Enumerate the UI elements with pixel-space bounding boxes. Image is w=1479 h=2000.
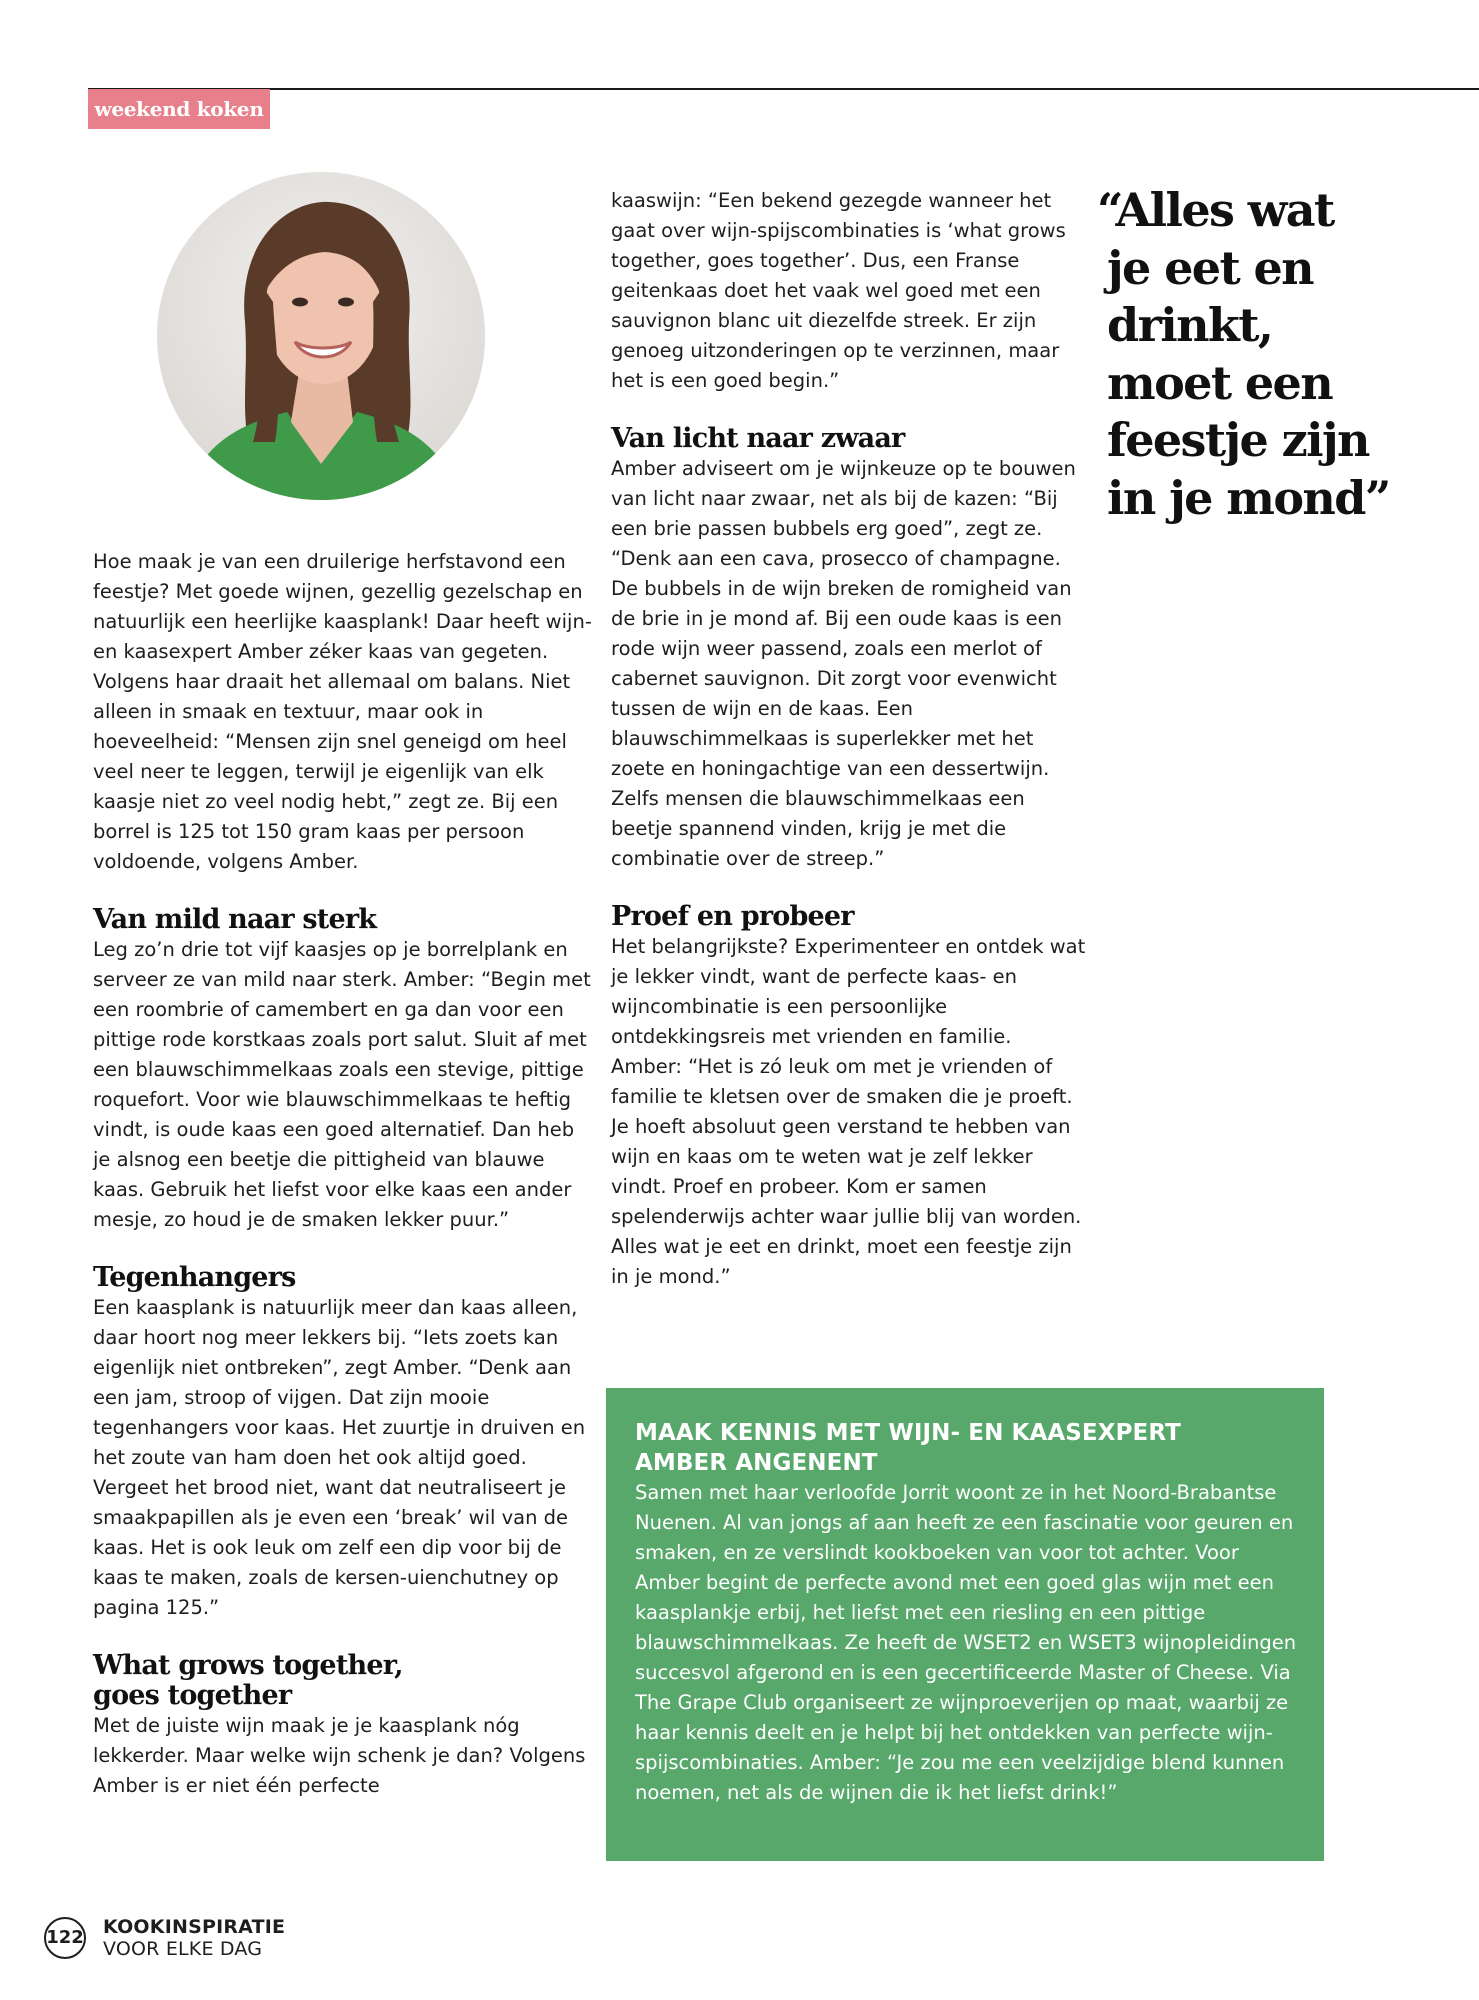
pull-quote-line: drinkt, bbox=[1107, 298, 1273, 352]
footer-line-1: KOOKINSPIRATIE bbox=[103, 1916, 286, 1938]
pull-quote-line: moet een bbox=[1107, 355, 1333, 410]
paragraph-tegenhangers: Een kaasplank is natuurlijk meer dan kaas alleen, daar hoort nog meer lekkers bij. “Iets zoets kan eigenlijk niet ontbreken”, zegt Amber. “Denk aan een jam, stroop of vijgen. Dat zijn mooie tegenhangers voor kaas. Het zuurtje in druiven en het zoute van ham doen het ook altijd goed. Vergeet het brood niet, want dat neutraliseert je smaakpapillen als je even een ‘break’ wil van de kaas. Het is ook leuk om zelf een dip voor bij de kaas te maken, zoals de kersen-uienchutney op pagina 125.” bbox=[93, 1296, 586, 1619]
paragraph-proef-en-probeer: Het belangrijkste? Experimenteer en ontdek wat je lekker vindt, want de perfecte kaas- en wijncombinatie is een persoonlijke ontdekkingsreis met vrienden en familie. Amber: “Het is zó leuk om met je vrienden of familie te kletsen over de smaken die je proeft. Je hoeft absoluut geen verstand te hebben van wijn en kaas om te weten wat je zelf lekker vindt. Proef en probeer. Kom er samen spelenderwijs achter waar jullie blij van worden. Alles wat je eet en drinkt, moet een feestje zijn in je mond.” bbox=[611, 935, 1086, 1288]
heading-line-1: What grows together, bbox=[93, 1650, 403, 1681]
heading-proef-en-probeer: Proef en probeer bbox=[611, 901, 854, 932]
heading-what-grows-together bbox=[93, 1651, 593, 1711]
column-left bbox=[93, 547, 593, 1801]
heading-line-2: goes together bbox=[93, 1680, 292, 1711]
info-box-title-line-1: MAAK KENNIS MET WIJN- EN KAASEXPERT bbox=[635, 1420, 1181, 1446]
pull-quote-line: je eet en bbox=[1107, 240, 1314, 295]
heading-tegenhangers: Tegenhangers bbox=[93, 1262, 296, 1293]
info-box-body: Samen met haar verloofde Jorrit woont ze in het Noord-Brabantse Nuenen. Al van jongs af aan heeft ze een fascinatie voor geuren en smaken, en ze verslindt kookboeken van voor tot achter. Voor Amber begint de perfecte avond met een goed glas wijn met een kaasplankje erbij, het liefst met een riesling en een pittige blauwschimmelkaas. Ze heeft de WSET2 en WSET3 wijnopleidingen succesvol afgerond en is een gecertificeerde Master of Cheese. Via The Grape Club organiseert ze wijnproeverijen op maat, waarbij ze haar kennis deelt en je helpt bij het ontdekken van perfecte wijn-spijscombinaties. Amber: “Je zou me een veelzijdige blend kunnen noemen, net als de wijnen die ik het liefst drink!” bbox=[635, 1481, 1297, 1804]
heading-van-licht-naar-zwaar: Van licht naar zwaar bbox=[611, 423, 905, 454]
pull-quote-line: “Alles wat bbox=[1097, 183, 1334, 237]
portrait-photo bbox=[157, 172, 485, 500]
footer-title bbox=[103, 1916, 285, 1960]
heading-van-mild-naar-sterk: Van mild naar sterk bbox=[93, 904, 377, 935]
paragraph-van-mild-naar-sterk: Leg zo’n drie tot vijf kaasjes op je borrelplank en serveer ze van mild naar sterk. Amber: “Begin met een roombrie of camembert en ga dan voor een pittige rode korstkaas zoals port salut. Sluit af met een blauwschimmelkaas zoals een stevige, pittige roquefort. Voor wie blauwschimmelkaas te heftig vindt, is oude kaas een goed alternatief. Dan heb je alsnog een beetje die pittigheid van blauwe kaas. Gebruik het liefst voor elke kaas een ander mesje, zo houd je de smaken lekker puur.” bbox=[93, 938, 591, 1231]
paragraph-what-grows-together: Met de juiste wijn maak je je kaasplank nóg lekkerder. Maar welke wijn schenk je dan? Volgens Amber is er niet één perfecte bbox=[93, 1714, 586, 1797]
header-rule bbox=[88, 88, 1479, 90]
footer-line-2: VOOR ELKE DAG bbox=[103, 1938, 263, 1960]
page-number: 122 bbox=[44, 1917, 86, 1959]
intro-paragraph: Hoe maak je van een druilerige herfstavond een feestje? Met goede wijnen, gezellig gezelschap en natuurlijk een heerlijke kaasplank! Daar heeft wijn- en kaasexpert Amber zéker kaas van gegeten. Volgens haar draait het allemaal om balans. Niet alleen in smaak en textuur, maar ook in hoeveelheid: “Mensen zijn snel geneigd om heel veel neer te leggen, terwijl je eigenlijk van elk kaasje niet zo veel nodig hebt,” zegt ze. Bij een borrel is 125 tot 150 gram kaas per persoon voldoende, volgens Amber. bbox=[93, 550, 592, 873]
info-box-title-line-2: AMBER ANGENENT bbox=[635, 1450, 878, 1476]
pull-quote-line: feestje zijn bbox=[1107, 413, 1369, 467]
continued-paragraph: kaaswijn: “Een bekend gezegde wanneer het gaat over wijn-spijscombinaties is ‘what grows together, goes together’. Dus, een Franse geitenkaas doet het vaak wel goed met een sauvignon blanc uit diezelfde streek. Er zijn genoeg uitzonderingen op te verzinnen, maar het is een goed begin.” bbox=[611, 189, 1066, 392]
info-box-title bbox=[635, 1418, 1302, 1478]
section-tag: weekend koken bbox=[88, 89, 270, 129]
paragraph-van-licht-naar-zwaar: Amber adviseert om je wijnkeuze op te bouwen van licht naar zwaar, net als bij de kazen: “Bij een brie passen bubbels erg goed”, zegt ze. “Denk aan een cava, prosecco of champagne. De bubbels in de wijn breken de romigheid van de brie in je mond af. Bij een oude kaas is een rode wijn weer passend, zoals een merlot of cabernet sauvignon. Dit zorgt voor evenwicht tussen de wijn en de kaas. Een blauwschimmelkaas is superlekker met het zoete en honingachtige van een dessertwijn. Zelfs mensen die blauwschimmelkaas een beetje spannend vinden, krijg je met die combinatie over de streep.” bbox=[611, 457, 1076, 870]
expert-info-box bbox=[606, 1388, 1324, 1861]
column-middle bbox=[611, 186, 1086, 1292]
pull-quote bbox=[1097, 182, 1437, 527]
pull-quote-line: in je mond” bbox=[1107, 470, 1390, 525]
